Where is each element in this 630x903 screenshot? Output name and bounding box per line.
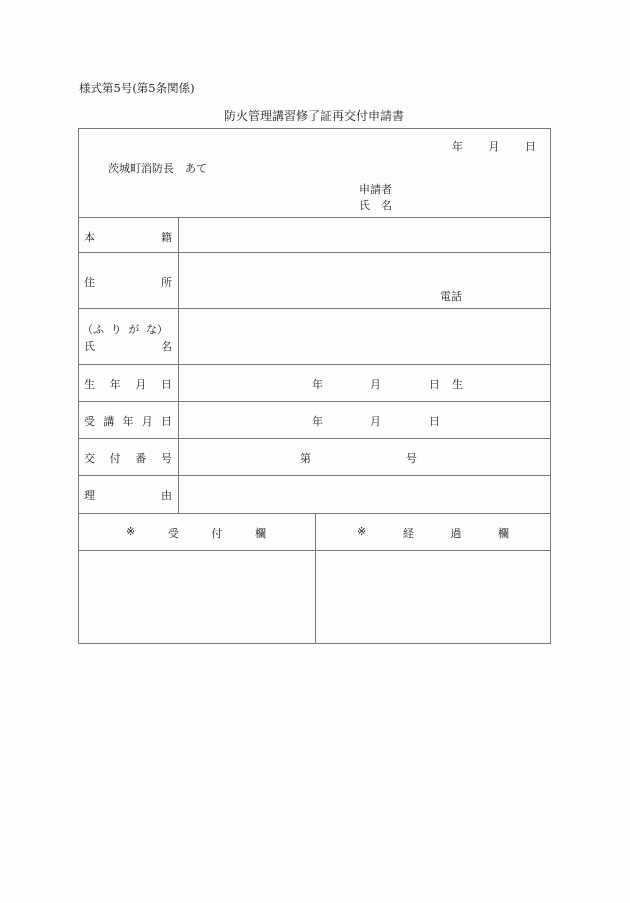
label-char: 受 xyxy=(167,527,179,540)
applicant-name-field[interactable]: 氏 名 xyxy=(359,199,392,212)
divider xyxy=(78,401,551,402)
date-year: 年 xyxy=(452,140,463,153)
divider xyxy=(78,438,551,439)
issue-suffix: 号 xyxy=(406,452,417,465)
birth-day: 日 xyxy=(429,378,440,391)
label-char: 月 xyxy=(141,415,153,428)
course-date-label xyxy=(84,413,172,429)
reason-label xyxy=(84,487,172,503)
date-day: 日 xyxy=(525,140,536,153)
progress-field[interactable] xyxy=(317,552,550,643)
date-field[interactable] xyxy=(452,138,536,154)
furigana-label xyxy=(82,321,168,337)
label-char: 月 xyxy=(135,378,147,391)
course-day: 日 xyxy=(429,415,440,428)
label-char: 所 xyxy=(161,276,172,289)
birth-year: 年 xyxy=(312,378,323,391)
reason-field[interactable] xyxy=(180,477,550,512)
divider xyxy=(315,513,316,644)
label-char: 番 xyxy=(135,452,147,465)
issue-number-field[interactable] xyxy=(180,440,550,474)
divider xyxy=(78,252,551,253)
birthdate-field[interactable] xyxy=(180,366,550,400)
label-char: 名 xyxy=(161,340,172,353)
address-label xyxy=(84,274,172,290)
reception-header xyxy=(126,525,266,541)
date-month: 月 xyxy=(488,140,500,153)
label-char: （ふ xyxy=(82,323,104,336)
birth-suffix: 生 xyxy=(452,378,463,391)
birthdate-label xyxy=(84,376,172,392)
label-char: 氏 xyxy=(84,340,95,353)
name-field[interactable] xyxy=(180,310,550,363)
divider xyxy=(78,217,551,218)
honseki-field[interactable] xyxy=(180,219,550,251)
issue-number-label xyxy=(84,450,172,466)
label-char: 欄 xyxy=(255,527,266,540)
label-char: 年 xyxy=(122,415,134,428)
label-char: 付 xyxy=(109,452,121,465)
label-char: 過 xyxy=(450,527,462,540)
divider xyxy=(178,217,179,513)
addressee: 茨城町消防長 あて xyxy=(108,162,207,175)
divider xyxy=(78,475,551,476)
label-char: が xyxy=(128,323,140,336)
form-number: 様式第5号(第5条関係) xyxy=(79,81,195,95)
honseki-label xyxy=(84,229,172,245)
label-char: 理 xyxy=(84,489,95,502)
course-year: 年 xyxy=(312,415,323,428)
label-char: 号 xyxy=(160,452,172,465)
label-char: 受 xyxy=(84,415,95,428)
label-char: 籍 xyxy=(161,231,172,244)
label-char: 欄 xyxy=(498,527,509,540)
label-char: 経 xyxy=(402,527,414,540)
address-field[interactable] xyxy=(180,254,550,307)
label-char: 生 xyxy=(84,378,95,391)
phone-label: 電話 xyxy=(440,290,462,303)
label-char: り xyxy=(110,323,122,336)
label-char: 交 xyxy=(84,452,95,465)
label-char: 由 xyxy=(161,489,172,502)
applicant-label: 申請者 xyxy=(359,183,392,196)
label-char: 講 xyxy=(103,415,115,428)
course-month: 月 xyxy=(370,415,381,428)
label-char: ※ xyxy=(357,525,367,538)
label-char: 本 xyxy=(84,231,95,244)
birth-month: 月 xyxy=(370,378,381,391)
label-char: ※ xyxy=(126,525,136,538)
label-char: 日 xyxy=(160,378,172,391)
reception-field[interactable] xyxy=(80,552,314,643)
divider xyxy=(78,308,551,309)
progress-header xyxy=(357,525,509,541)
label-char: な） xyxy=(145,323,168,336)
page-title: 防火管理講習修了証再交付申請書 xyxy=(224,109,405,123)
issue-prefix: 第 xyxy=(300,452,311,465)
course-date-field[interactable] xyxy=(180,403,550,437)
divider xyxy=(78,364,551,365)
label-char: 住 xyxy=(84,276,95,289)
name-label xyxy=(84,338,172,354)
label-char: 付 xyxy=(211,527,223,540)
label-char: 日 xyxy=(161,415,172,428)
label-char: 年 xyxy=(109,378,121,391)
